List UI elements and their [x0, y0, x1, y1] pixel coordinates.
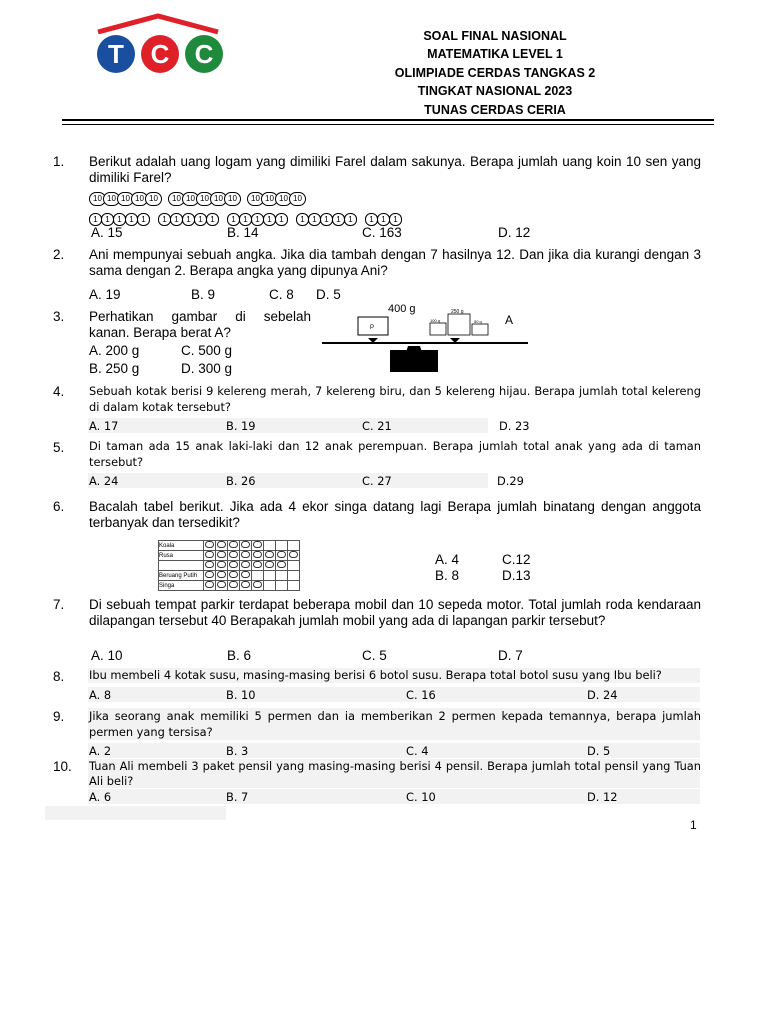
question-number: 8.	[53, 669, 65, 684]
option-a[interactable]: A. 10	[91, 648, 123, 663]
question-number: 1.	[53, 154, 65, 169]
option-a[interactable]: A. 4	[435, 552, 460, 567]
option-c[interactable]: C. 5	[362, 648, 387, 663]
left-pan-label: P	[370, 325, 375, 331]
circle-icon	[241, 541, 250, 548]
circle-icon	[205, 541, 214, 548]
circle-icon	[253, 581, 262, 588]
coin-1-icon: 1	[308, 213, 321, 226]
animal-label: Singa	[159, 581, 204, 591]
question-text: Perhatikan gambar di sebelah kanan. Berapa berat A?	[89, 309, 311, 340]
option-d[interactable]: D.13	[502, 568, 531, 583]
animal-label	[159, 561, 204, 571]
header-line: TINGKAT NASIONAL 2023	[417, 84, 573, 99]
coin-1-icon: 1	[389, 213, 402, 226]
blank-shade	[45, 806, 226, 820]
header-line: OLIMPIADE CERDAS TANGKAS 2	[394, 65, 596, 80]
coin-10-icon: 10	[131, 192, 148, 206]
circle-icon	[289, 551, 298, 558]
question-number: 2.	[53, 247, 65, 262]
table-row	[159, 541, 300, 551]
option-a[interactable]: A. 24	[89, 474, 119, 488]
circle-icon	[205, 581, 214, 588]
coin-1-icon: 1	[101, 213, 114, 226]
option-d[interactable]: D. 5	[587, 744, 611, 758]
options-shade	[88, 418, 488, 433]
coin-1-icon: 1	[275, 213, 288, 226]
animal-label: Koala	[159, 541, 204, 551]
question-text: Ibu membeli 4 kotak susu, masing-masing berisi 6 botol susu. Berapa total botol susu yang Ibu beli?	[89, 668, 662, 682]
header-line: MATEMATIKA LEVEL 1	[427, 47, 563, 62]
coin-1-icon: 1	[125, 213, 138, 226]
circle-icon	[265, 561, 274, 568]
coin-1-icon: 1	[137, 213, 150, 226]
circle-icon	[241, 581, 250, 588]
circle-icon	[229, 541, 238, 548]
page-number: 1	[690, 818, 697, 832]
coin-1-icon: 1	[377, 213, 390, 226]
circle-icon	[277, 561, 286, 568]
circle-icon	[277, 551, 286, 558]
circle-icon	[241, 571, 250, 578]
scale-label: 400 g	[388, 303, 416, 315]
circle-icon	[229, 551, 238, 558]
circle-icon	[205, 551, 214, 558]
option-c[interactable]: C. 27	[362, 474, 392, 488]
option-a[interactable]: A. 2	[89, 744, 112, 758]
circle-icon	[229, 571, 238, 578]
option-d[interactable]: D. 24	[587, 688, 618, 702]
option-b[interactable]: B. 7	[226, 790, 249, 804]
option-c[interactable]: C. 10	[406, 790, 436, 804]
balance-scale-image	[320, 300, 530, 375]
coin-1-icon: 1	[251, 213, 264, 226]
coin-10-icon: 10	[89, 192, 106, 206]
circle-icon	[253, 541, 262, 548]
option-c[interactable]: C. 21	[362, 419, 392, 433]
header-line: TUNAS CERDAS CERIA	[424, 102, 566, 117]
coin-1-icon: 1	[206, 213, 219, 226]
option-b[interactable]: B. 250 g	[89, 361, 140, 376]
coin-1-icon: 1	[365, 213, 378, 226]
animal-label: Rusa	[159, 551, 204, 561]
question-number: 6.	[53, 499, 65, 514]
option-b[interactable]: B. 6	[227, 648, 252, 663]
coin-1-icon: 1	[182, 213, 195, 226]
svg-text:50 g: 50 g	[474, 319, 482, 324]
question-text: Berikut adalah uang logam yang dimiliki Farel dalam sakunya. Berapa jumlah uang koin 10 sen yang dimiliki Farel?	[89, 154, 701, 185]
circle-icon	[217, 551, 226, 558]
option-d[interactable]: D. 7	[498, 648, 523, 663]
circle-icon	[253, 551, 262, 558]
coin-1-icon: 1	[113, 213, 126, 226]
table-row	[159, 561, 300, 571]
coin-10-icon: 10	[103, 192, 120, 206]
circle-icon	[205, 571, 214, 578]
coin-1-icon: 1	[170, 213, 183, 226]
coin-1-icon: 1	[227, 213, 240, 226]
question-number: 5.	[53, 440, 65, 455]
question-number: 3.	[53, 309, 65, 324]
question-number: 4.	[53, 384, 65, 399]
coin-1-icon: 1	[239, 213, 252, 226]
coin-10-icon: 10	[210, 192, 227, 206]
question-text: Sebuah kotak berisi 9 kelereng merah, 7 kelereng biru, dan 5 kelereng hijau. Berapa jumlah total kelereng di dalam kotak tersebut?	[89, 384, 701, 414]
option-d[interactable]: D. 300 g	[181, 361, 233, 376]
question-text: Ani mempunyai sebuah angka. Jika dia tambah dengan 7 hasilnya 12. Dan jika dia kurangi dengan 3 sama dengan 2. Berapa angka yang dipunya Ani?	[89, 247, 701, 278]
circle-icon	[217, 581, 226, 588]
option-b[interactable]: B. 19	[226, 419, 256, 433]
option-a[interactable]: A. 17	[89, 419, 119, 433]
coin-10-icon: 10	[196, 192, 213, 206]
circle-icon	[265, 551, 274, 558]
question-number: 7.	[53, 597, 65, 612]
circle-icon	[241, 551, 250, 558]
question-text: Di sebuah tempat parkir terdapat beberapa mobil dan 10 sepeda motor. Total jumlah roda kendaraan dilapangan tersebut 40 Berapakah jumlah mobil yang ada di lapangan parkir tersebut?	[89, 597, 701, 628]
option-c[interactable]: C. 8	[269, 287, 294, 302]
option-d[interactable]: D. 12	[498, 225, 531, 240]
coin-1-icon: 1	[320, 213, 333, 226]
table-row	[159, 551, 300, 561]
question-text: Bacalah tabel berikut. Jika ada 4 ekor singa datang lagi Berapa jumlah binatang dengan anggota terbanyak dan tersedikit?	[89, 499, 701, 530]
option-c[interactable]: C. 500 g	[181, 343, 233, 358]
animal-label: Beruang Putih	[159, 571, 204, 581]
document-header	[360, 27, 630, 119]
coin-10-icon: 10	[182, 192, 199, 206]
scale-a-label: A	[505, 313, 514, 327]
question-number: 9.	[53, 709, 65, 724]
coin-1-icon: 1	[344, 213, 357, 226]
circle-icon	[229, 581, 238, 588]
coin-1-icon: 1	[263, 213, 276, 226]
option-a[interactable]: A. 200 g	[89, 343, 140, 358]
header-line: SOAL FINAL NASIONAL	[423, 29, 567, 43]
coin-1-icon: 1	[332, 213, 345, 226]
option-b[interactable]: B. 3	[226, 744, 249, 758]
circle-icon	[229, 561, 238, 568]
coin-10-icon: 10	[247, 192, 264, 206]
header-divider-thin	[62, 124, 714, 125]
option-a[interactable]: A. 19	[89, 287, 121, 302]
coin-1-icon: 1	[89, 213, 102, 226]
coin-1-icon: 1	[194, 213, 207, 226]
svg-text:C: C	[150, 39, 170, 69]
coin-1-icon: 1	[296, 213, 309, 226]
circle-icon	[217, 541, 226, 548]
circle-icon	[217, 561, 226, 568]
option-c[interactable]: C.12	[502, 552, 531, 567]
option-a[interactable]: A. 8	[89, 688, 112, 702]
table-row	[159, 571, 300, 581]
option-c[interactable]: C. 4	[406, 744, 429, 758]
coin-10-icon: 10	[275, 192, 292, 206]
option-b[interactable]: B. 9	[191, 287, 216, 302]
options-shade	[88, 473, 488, 488]
option-d[interactable]: D. 5	[316, 287, 341, 302]
svg-text:250 g: 250 g	[451, 309, 464, 315]
coin-10-icon: 10	[224, 192, 241, 206]
circle-icon	[205, 561, 214, 568]
option-a[interactable]: A. 15	[91, 225, 123, 240]
option-a[interactable]: A. 6	[89, 790, 112, 804]
option-d[interactable]: D. 23	[499, 419, 530, 433]
coin-10-icon: 10	[289, 192, 306, 206]
option-c[interactable]: C. 163	[362, 225, 402, 240]
svg-text:T: T	[108, 39, 124, 69]
option-c[interactable]: C. 16	[406, 688, 436, 702]
option-d[interactable]: D. 12	[587, 790, 618, 804]
option-d[interactable]: D.29	[497, 474, 524, 488]
svg-text:C: C	[194, 39, 214, 69]
coin-10-icon: 10	[145, 192, 162, 206]
coin-10-icon: 10	[117, 192, 134, 206]
option-b[interactable]: B. 14	[227, 225, 259, 240]
option-b[interactable]: B. 10	[226, 688, 256, 702]
circle-icon	[241, 561, 250, 568]
svg-text:100 g: 100 g	[430, 318, 441, 323]
table-row	[159, 581, 300, 591]
coin-1-icon: 1	[158, 213, 171, 226]
option-b[interactable]: B. 8	[435, 568, 460, 583]
coins-10-sen	[89, 192, 303, 206]
question-text: Jika seorang anak memiliki 5 permen dan ia memberikan 2 permen kepada temannya, berapa jumlah permen yang tersisa?	[89, 709, 701, 739]
animal-table	[158, 540, 300, 591]
coin-10-icon: 10	[168, 192, 185, 206]
header-divider	[62, 119, 714, 121]
question-text: Di taman ada 15 anak laki-laki dan 12 anak perempuan. Berapa jumlah total anak yang ada di taman tersebut?	[89, 439, 701, 469]
coin-10-icon: 10	[261, 192, 278, 206]
circle-icon	[253, 561, 262, 568]
circle-icon	[217, 571, 226, 578]
question-number: 10.	[53, 759, 72, 774]
tcc-logo	[78, 12, 242, 74]
option-b[interactable]: B. 26	[226, 474, 256, 488]
question-text: Tuan Ali membeli 3 paket pensil yang masing-masing berisi 4 pensil. Berapa jumlah total pensil yang Tuan Ali beli?	[89, 759, 701, 788]
